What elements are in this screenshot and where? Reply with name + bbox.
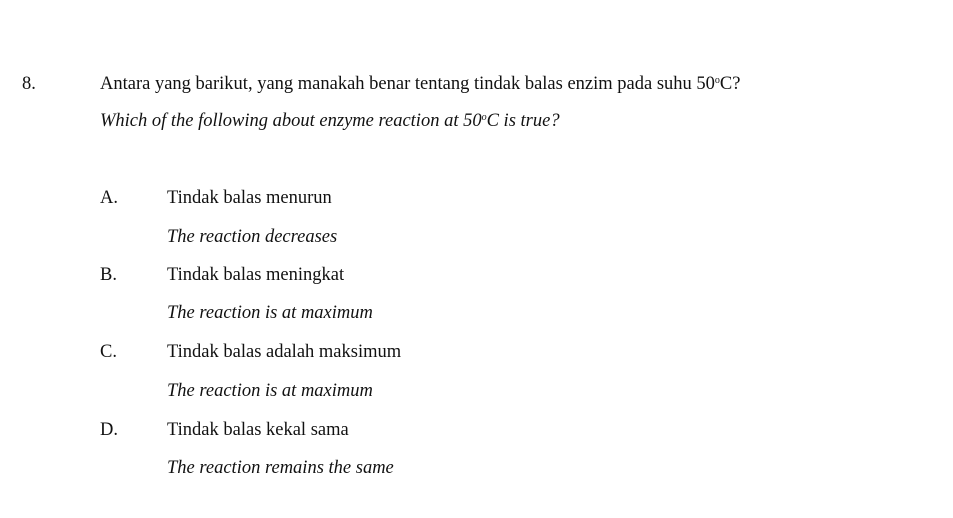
- degree-symbol: o: [714, 75, 720, 86]
- question-text-malay: [100, 75, 740, 94]
- option-letter: A.: [100, 188, 118, 208]
- option-text-malay: Tindak balas kekal sama: [167, 420, 349, 440]
- question-text-malay-body: Antara yang barikut, yang manakah benar tentang tindak balas enzim pada suhu 50: [100, 74, 715, 94]
- option-letter: B.: [100, 265, 117, 285]
- question-text-english-body: Which of the following about enzyme reaction at 50: [100, 111, 482, 131]
- option-text-malay: Tindak balas adalah maksimum: [167, 342, 402, 362]
- question-number: 8.: [22, 74, 36, 94]
- degree-symbol: o: [481, 112, 487, 123]
- option-text-english: The reaction decreases: [167, 227, 338, 247]
- question-unit-malay: C?: [719, 74, 741, 94]
- question-unit-english: C is true?: [486, 111, 560, 131]
- option-text-malay: Tindak balas menurun: [167, 188, 332, 208]
- option-text-english: The reaction remains the same: [167, 458, 394, 478]
- option-text-malay: Tindak balas meningkat: [167, 265, 345, 285]
- question-text-english: [100, 112, 560, 131]
- option-text-english: The reaction is at maximum: [167, 303, 373, 323]
- option-letter: C.: [100, 342, 117, 362]
- option-text-english: The reaction is at maximum: [167, 381, 373, 401]
- option-letter: D.: [100, 420, 118, 440]
